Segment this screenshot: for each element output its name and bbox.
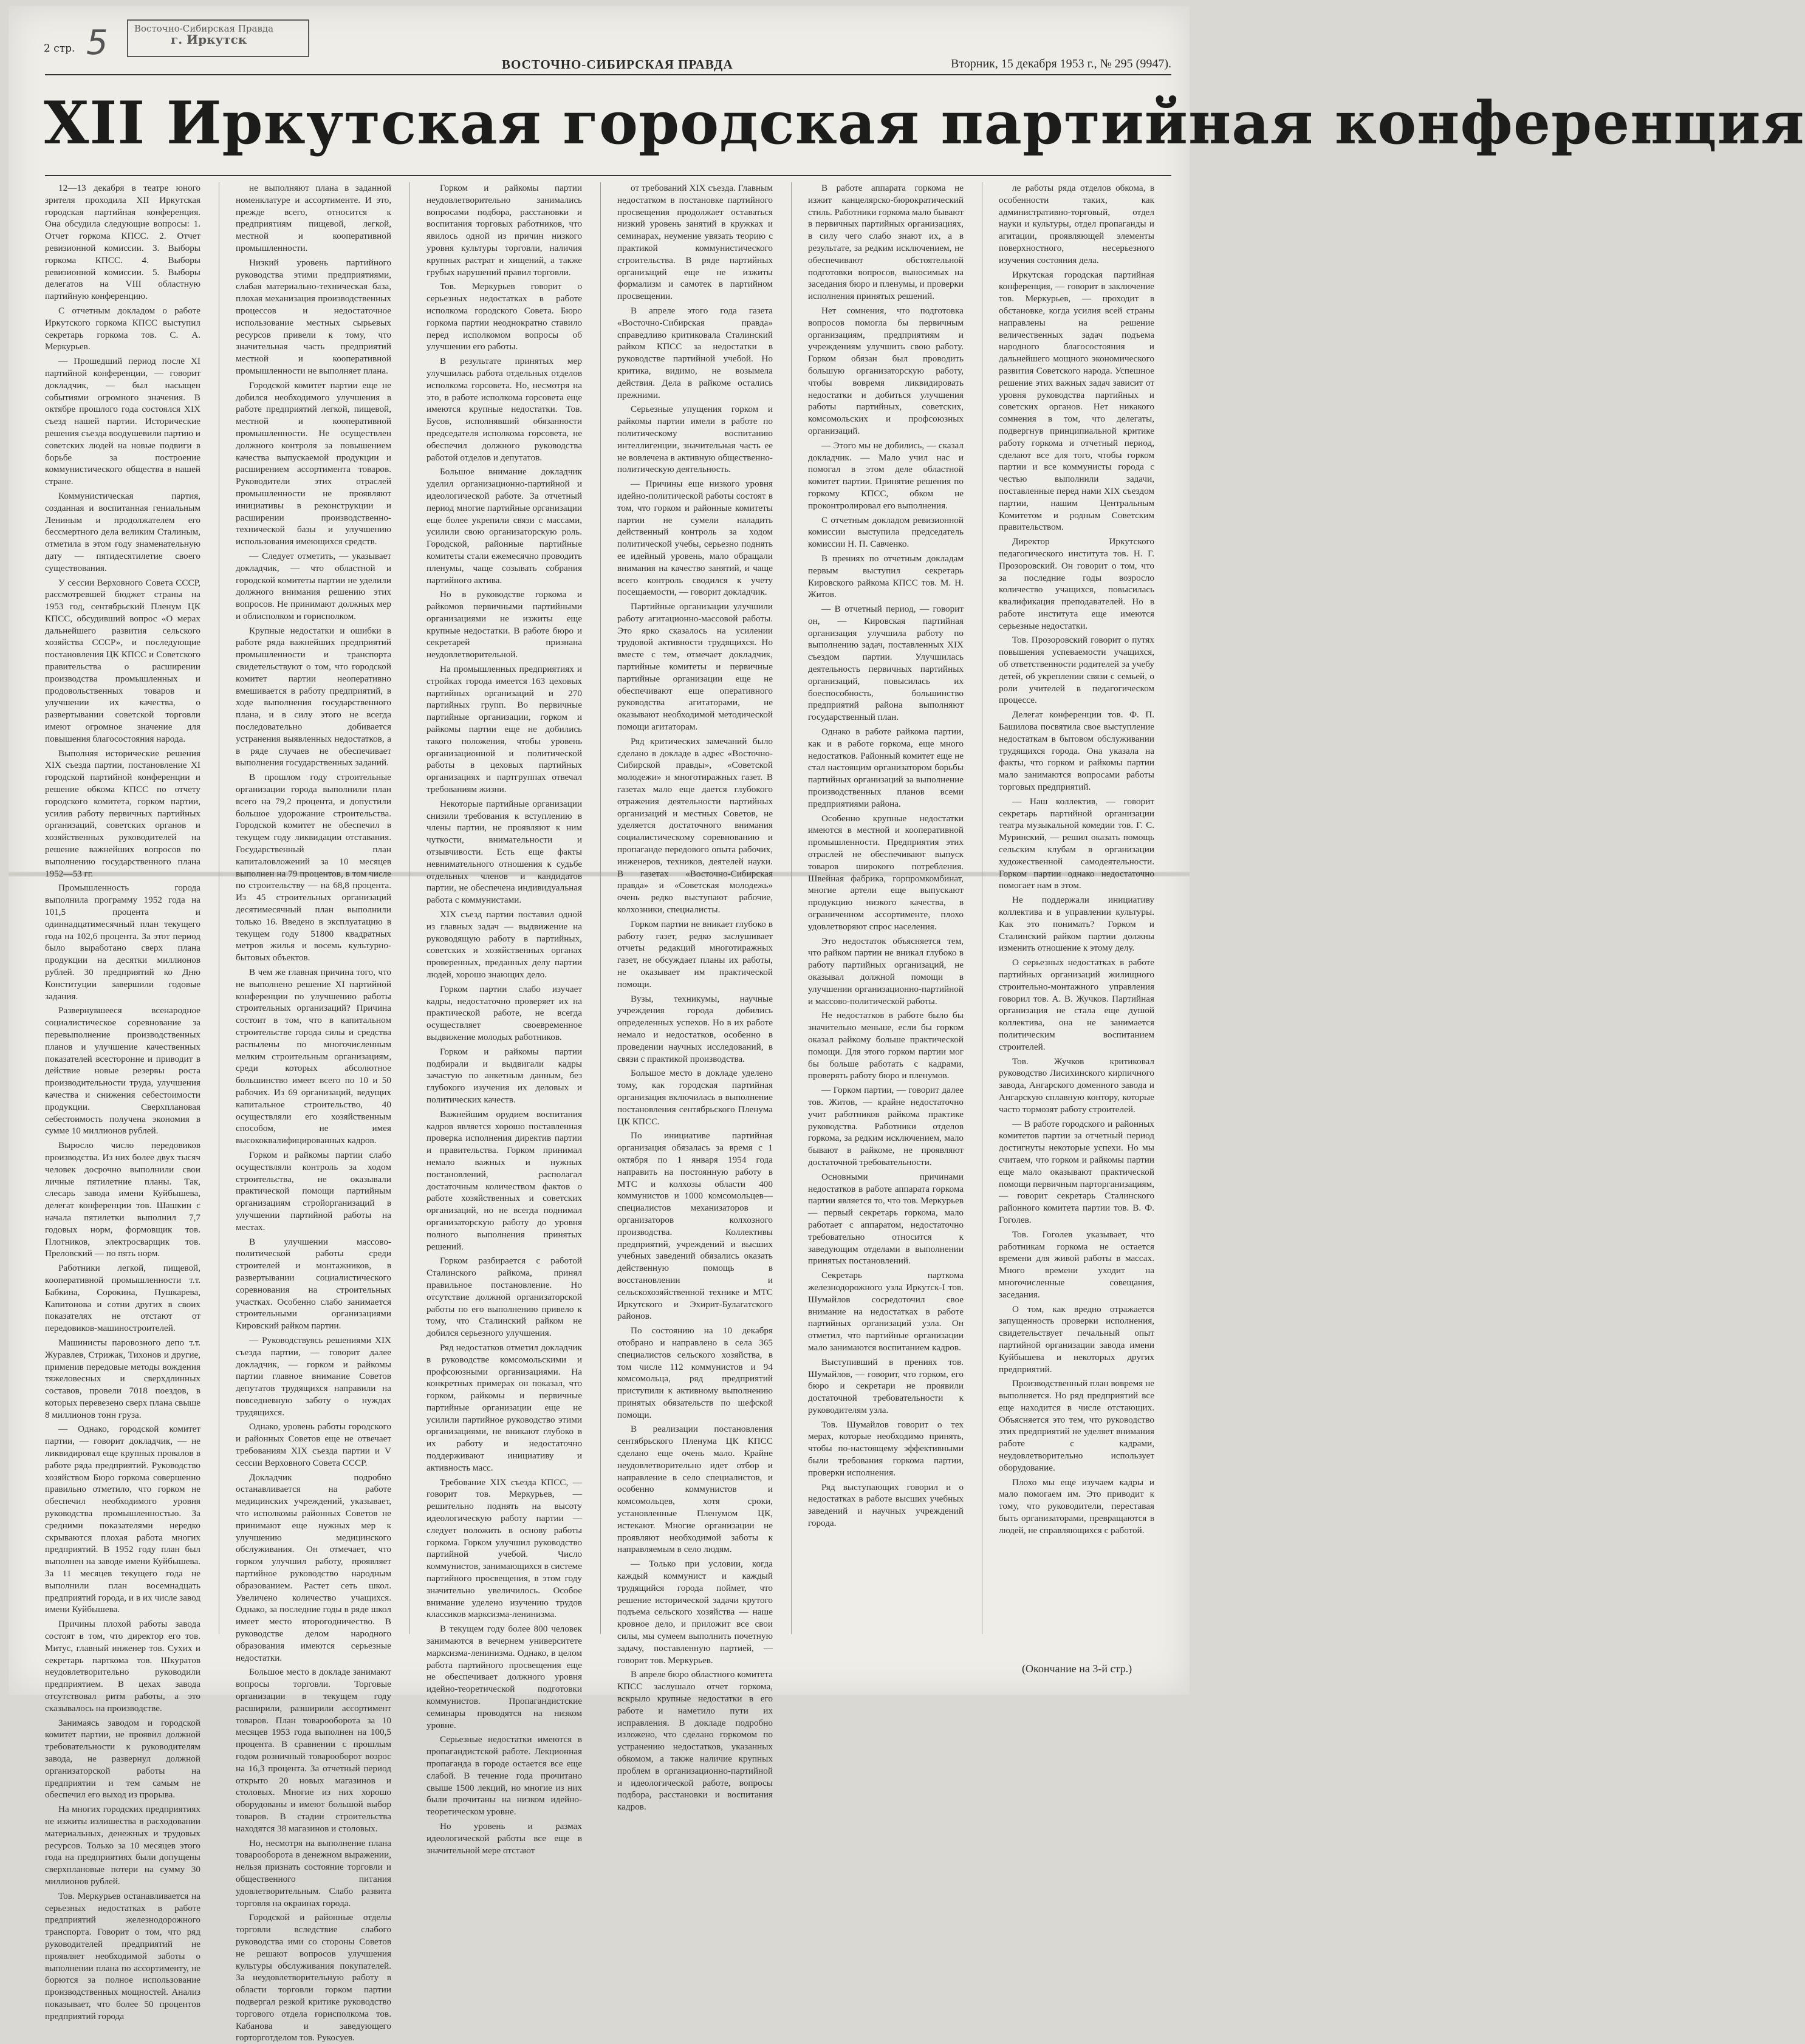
paragraph: Основными причинами недостатков в работе аппарата горкома партии является то, что тов. Меркурьев — первый секретарь горкома, мало работает с аппаратом, недостаточно требовательно относится к заведующим отделами в выполнении принятых постановлений. — [808, 1171, 964, 1266]
headline: XII Иркутская городская партийная конференция — [44, 89, 1805, 157]
text-column-1 — [45, 182, 200, 2022]
paragraph: Выполняя исторические решения XIX съезда партии, постановление XI городской партийной конференции и решение обкома КПСС по отчету городского комитета, горком партии, усилив работу первичных партийных организаций, советских органов и хозяйственных руководителей на решение важнейших вопросов по выполнению государственного плана 1952—53 гг. — [45, 748, 200, 879]
paragraph: — Руководствуясь решениями XIX съезда партии, — говорит далее докладчик, — горком и райкомы партии главное внимание Советов депутатов трудящихся направили на повседневную заботу о нуждах трудящихся. — [236, 1335, 391, 1418]
paragraph: Партийные организации улучшили работу агитационно-массовой работы. Это ярко сказалось на усилении трудовой активности трудящихся. Но вместе с тем, отмечает докладчик, партийные комитеты и первичные партийные организации еще не обеспечивают еще оперативного руководства агитаторами, не оказывают необходимой методической помощи агитаторам. — [617, 601, 773, 733]
paragraph: Производственный план вовремя не выполняется. Но ряд предприятий все еще находится в числе отстающих. Объясняется это тем, что руководство этих предприятий не уделяет внимания работе с кадрами, неудовлетворительно использует оборудование. — [999, 1378, 1154, 1473]
paragraph: Секретарь парткома железнодорожного узла Иркутск-I тов. Шумайлов сосредоточил свое внимание на недостатках в работе партийных организаций узла. Он отметил, что партийные организации мало занимаются воспитанием кадров. — [808, 1270, 964, 1353]
paragraph: С отчетным докладом о работе Иркутского горкома КПСС выступил секретарь горкома тов. С. А. Меркурьев. — [45, 305, 200, 352]
paragraph: Тов. Меркурьев останавливается на серьезных недостатках в работе предприятий железнодорожного транспорта. Говорит о том, что ряд руководителей предприятий не проявляет необходимой заботы о выполнении плана по ассортименту, не борются за полное использование производственных мощностей. Анализ показывает, что более 50 процентов предприятий города — [45, 1890, 200, 2022]
paragraph: Не недостатков в работе было бы значительно меньше, если бы горком оказал райкому больше практической помощи. Для этого горком партии мог бы больше работать с кадрами, проверять работу бюро и пленумов. — [808, 1010, 964, 1081]
paragraph: С отчетным докладом ревизионной комиссии выступила председатель комиссии Н. П. Савченко. — [808, 514, 964, 550]
column-divider — [600, 182, 601, 1634]
paragraph: Важнейшим орудием воспитания кадров является хорошо поставленная проверка исполнения директив партии и правительства. Горком принимал немало важных и нужных постановлений, располагал достаточным количеством фактов о работе хозяйственных и советских организаций, но не всегда поднимал организаторскую работу до уровня полного выполнения принятых решений. — [426, 1109, 582, 1252]
column-divider — [791, 182, 792, 1634]
paragraph: Ряд выступающих говорил и о недостатках в работе высших учебных заведений и научных учреждений города. — [808, 1482, 964, 1529]
paragraph: В улучшении массово-политической работы среди строителей и монтажников, в развертывании социалистического соревнования на строительных участках. Особенно слабо занимается строительными организациями Кировский райком партии. — [236, 1236, 391, 1331]
paragraph: В чем же главная причина того, что не выполнено решение XI партийной конференции по улучшению работы строительных организаций? Причина состоит в том, что в капитальном строительстве города силы и средства распылены по многочисленным мелким строительным организациям, среди которых абсолютное большинство имеет всего по 10 и 50 рабочих. Из 69 организаций, ведущих капитальное строительство, 40 осуществляли его хозяйственным способом, не имея высококвалифицированных кадров. — [236, 967, 391, 1146]
paragraph: В апреле бюро областного комитета КПСС заслушало отчет горкома, вскрыло крупные недостатки в его работе и наметило пути их исправления. В докладе подробно изложено, что сделано горкомом по устранению недостатков, указанных обкомом, а также наличие крупных проблем в организационно-партийной и идеологической работе, вопросы подбора, расстановки и воспитания кадров. — [617, 1669, 773, 1813]
text-column-5 — [808, 182, 964, 1634]
stamp-line: Восточно-Сибирская Правда — [134, 23, 274, 34]
handwritten-mark: 5 — [86, 23, 108, 63]
paragraph: Серьезные упущения горком и райкомы партии имели в работе по политическому воспитанию интеллигенции, значительная часть ее не вовлечена в активную общественно-политическую деятельность. — [617, 404, 773, 475]
continuation-note: (Окончание на 3-й стр.) — [1022, 1663, 1132, 1675]
paragraph: Большое внимание докладчик уделил организационно-партийной и идеологической работе. За отчетный период многие партийные организации еще более укрепили связи с массами, усилили свою организаторскую роль. Городской, районные партийные комитеты стали ежемесячно проводить пленумы, чаще созывать собрания партийного актива. — [426, 467, 582, 586]
paragraph: На промышленных предприятиях и стройках города имеется 163 цеховых партийных организаций и 270 партийных групп. Во первичные партийные организации, горком и райкомы партии еще не добились такого положения, чтобы уровень организационной и политической работы в цеховых партийных организациях и партгруппах отвечал требованиям жизни. — [426, 664, 582, 795]
paragraph: Коммунистическая партия, созданная и воспитанная гениальным Лениным и продолжателем его бессмертного дела великим Сталиным, отметила в этом году знаменательную дату — пятидесятилетие своего существования. — [45, 490, 200, 573]
paragraph: — Следует отметить, — указывает докладчик, — что областной и городской комитеты партии не уделили должного внимания решению этих вопросов. Не принимают должных мер и облисполком и горисполком. — [236, 550, 391, 621]
paragraph: У сессии Верховного Совета СССР, рассмотревшей бюджет страны на 1953 год, сентябрьский Пленум ЦК КПСС, обсудивший вопрос «О мерах дальнейшего развития сельского хозяйства СССР», и последующие постановления ЦК КПСС и Советского правительства о расширении производства промышленных и продовольственных товаров и улучшении их качества, о развертывании советской торговли имеют огромное значение для повышения благосостояния народа. — [45, 577, 200, 744]
paragraph: В результате принятых мер улучшилась работа отдельных отделов исполкома горсовета. Но, несмотря на это, в работе исполкома горсовета еще имеются крупные недостатки. Тов. Бусов, исполнявший обязанности председателя исполкома горсовета, не обеспечил должного руководства работой отделов и депутатов. — [426, 356, 582, 463]
masthead: ВОСТОЧНО-СИБИРСКАЯ ПРАВДА — [502, 57, 733, 72]
paragraph: Но, несмотря на выполнение плана товарооборота в денежном выражении, нельзя признать состояние торговли и общественного питания удовлетворительным. Слабо развита торговля на окраинах города. — [236, 1837, 391, 1909]
paragraph: ле работы ряда отделов обкома, в особенности таких, как административно-торговый, отдел науки и культуры, отдел пропаганды и агитации, проявляющей элементы поверхностного, несерьезного изучения состояния дела. — [999, 183, 1154, 265]
paragraph: Тов. Прозоровский говорит о путях повышения успеваемости учащихся, об ответственности родителей за учебу детей, об укреплении связи с семьей, о роли учителей в педагогическом процессе. — [999, 635, 1154, 706]
paragraph: Но уровень и размах идеологической работы все еще в значительной мере отстают — [426, 1820, 582, 1856]
paragraph: Горком и райкомы партии слабо осуществляли контроль за ходом строительства, не оказывали практической помощи партийным организациям стройорганизаций в улучшении партийной работы на местах. — [236, 1149, 391, 1232]
paragraph: Некоторые партийные организации снизили требования к вступлению в члены партии, не проявляют к ним чуткости, внимательности и отзывчивости. Есть еще факты невнимательного отношения к судьбе отдельных членов и кандидатов партии, не обеспечена индивидуальная работа с коммунистами. — [426, 798, 582, 906]
paragraph: не выполняют плана в заданной номенклатуре и ассортименте. И это, прежде всего, относится к предприятиям пищевой, легкой, местной и кооперативной промышленности. — [236, 183, 391, 253]
paragraph: Однако в работе райкома партии, как и в работе горкома, еще много недостатков. Районный комитет еще не стал настоящим организатором борьбы партийных организаций за выполнение производственных планов всеми предприятиями района. — [808, 726, 964, 809]
paragraph: — Наш коллектив, — говорит секретарь партийной организации театра музыкальной комедии тов. Г. С. Муринский, — решил оказать помощь сельским клубам в организации художественной самодеятельности. Горком партии однако недостаточно помогает нам в этом. — [999, 796, 1154, 891]
paragraph: — Горком партии, — говорит далее тов. Житов, — крайне недостаточно учит работников райкома практике руководства. Работники отделов горкома, за редким исключением, мало бывают в райкоме, не проявляют достаточной требовательности. — [808, 1085, 964, 1167]
paragraph: — В работе городского и районных комитетов партии за отчетный период достигнуты некоторые успехи. Но мы считаем, что горком и райкомы партии еще мало оказывают практической помощи первичным парторганизациям, — говорит секретарь Сталинского районного комитета партии тов. В. Ф. Гоголев. — [999, 1118, 1154, 1225]
paragraph: Крупные недостатки и ошибки в работе ряда важнейших предприятий промышленности и транспорта свидетельствуют о том, что городской комитет партии неоперативно вмешивается в работу предприятий, в ходе выполнения государственного плана, и в силу этого не всегда последовательно добивается устранения выявленных недостатков, а в ряде случаев не обеспечивает выполнения государственных заданий. — [236, 625, 391, 768]
paragraph: Выступивший в прениях тов. Шумайлов, — говорит, что горком, его бюро и секретари не проявили достаточной требовательности к руководителям узла. — [808, 1356, 964, 1415]
paragraph: Причины плохой работы завода состоят в том, что директор его тов. Митус, главный инженер тов. Сухих и секретарь парткома тов. Шкуратов неудовлетворительно руководили предприятием. В цехах завода отсутствовал ритм работы, а это сказывалось на производстве. — [45, 1619, 200, 1714]
paragraph: О том, как вредно отражается запущенность проверки исполнения, свидетельствует печальный опыт партийной организации завода имени Куйбышева и некоторых других предприятий. — [999, 1304, 1154, 1375]
paragraph: Ряд недостатков отметил докладчик в руководстве комсомольскими и профсоюзными организациями. На конкретных примерах он показал, что горком, райкомы и первичные партийные организации еще не усилили партийное руководство этими организациями, не вникают глубоко в их работу и недостаточно поддерживают инициативу и активность масс. — [426, 1342, 582, 1473]
paragraph: Это недостаток объясняется тем, что райком партии не вникал глубоко в работу партийных организаций, не оказывал должной помощи в улучшении организационно-партийной и массово-политической работы. — [808, 935, 964, 1007]
paragraph: Городской и районные отделы торговли вследствие слабого руководства ими со стороны Советов не решают вопросов улучшения культуры обслуживания покупателей. За неудовлетворительную работу в области торговли горком партии подвергал резкой критике руководство торгового отдела горисполкома тов. Кабанова и заведующего горторготделом тов. Рукосуев. — [236, 1912, 391, 2043]
paragraph: Городской комитет партии еще не добился необходимого улучшения в работе предприятий легкой, пищевой, местной и кооперативной промышленности. Не осуществлен должного контроля за повышением качества выпускаемой продукции и расширением ассортимента товаров. Руководители этих отраслей промышленности не проявляют инициативы в реконструкции и расширении производственно-технической базы и улучшению использования имеющихся средств. — [236, 380, 391, 547]
paragraph: Тов. Меркурьев говорит о серьезных недостатках в работе исполкома городского Совета. Бюро горкома партии неоднократно ставило перед исполкомом вопросы об улучшении его работы. — [426, 281, 582, 352]
paragraph: По состоянию на 10 декабря отобрано и направлено в села 365 специалистов сельского хозяйства, в том числе 112 коммунистов и 94 комсомольца, ряд предприятий приступили к активному выполнению принятых обязательств по шефской помощи. — [617, 1325, 773, 1420]
newspaper-page — [9, 6, 1805, 2043]
paragraph: — Причины еще низкого уровня идейно-политической работы состоят в том, что горком и районные комитеты партии не сумели наладить действенный контроль за ходом политической учебы, серьезно поднять ее идейный уровень, мало обращали внимания на качество занятий, и чаще всего контроль сводился к учету посещаемости, — говорит докладчик. — [617, 479, 773, 598]
issue-line: Вторник, 15 декабря 1953 г., № 295 (9947). — [950, 57, 1171, 70]
paragraph: Не поддержали инициативу коллектива и в управлении культуры. Как это понимать? Горком и Сталинский райком партии должны изменить отношение к этому делу. — [999, 895, 1154, 954]
paragraph: Занимаясь заводом и городской комитет партии, не проявил должной требовательности к руководителям завода, не развернул должной организаторской работы на предприятии и тем самым не обеспечил его выход из прорыва. — [45, 1717, 200, 1800]
paragraph: Горком партии слабо изучает кадры, недостаточно проверяет их на практической работе, не всегда осуществляет своевременное выдвижение молодых работников. — [426, 983, 582, 1042]
library-stamp — [127, 19, 309, 57]
paragraph: — Этого мы не добились, — сказал докладчик. — Мало учил нас и помогал в этом деле областной комитет партии. Принятие решения по горкому КПСС, обком не проконтролировал его выполнения. — [808, 440, 964, 511]
paragraph: Горком и райкомы партии подбирали и выдвигали кадры зачастую по анкетным данным, без глубокого изучения их деловых и политических качеств. — [426, 1046, 582, 1105]
paragraph: Серьезные недостатки имеются в пропагандистской работе. Лекционная пропаганда в городе остается все еще слабой. В течение года прочитано свыше 1500 лекций, но многие из них были прочитаны на низком идейно-теоретическом уровне. — [426, 1734, 582, 1817]
paragraph: от требований XIX съезда. Главным недостатком в постановке партийного просвещения продолжает оставаться низкий уровень занятий в кружках и семинарах, неумение увязать теорию с практикой коммунистического строительства. В ряде партийных организаций еще не изжиты формализм и самотек в партийном просвещении. — [617, 183, 773, 302]
text-column-3 — [426, 182, 582, 1856]
paragraph: Тов. Гоголев указывает, что работникам горкома не остается времени для живой работы в массах. Много времени уходит на многочисленные совещания, заседания. — [999, 1229, 1154, 1300]
paragraph: Низкий уровень партийного руководства этими предприятиями, слабая материально-техническая база, плохая механизация производственных процессов и недостаточное использование местных сырьевых ресурсов привели к тому, что значительная часть предприятий местной и кооперативной промышленности не выполняет плана. — [236, 257, 391, 376]
paragraph: На многих городских предприятиях не изжиты излишества в расходовании материальных, денежных и трудовых ресурсов. Только за 10 месяцев этого года на предприятиях были допущены сверхплановые потери на сумму 30 миллионов рублей. — [45, 1804, 200, 1887]
paragraph: Особенно крупные недостатки имеются в местной и кооперативной промышленности. Предприятия этих отраслей не обеспечивают выпуск товаров широкого потребления. Швейная фабрика, горпромкомбинат, многие артели еще выпускают продукцию низкого качества, в ограниченном ассортименте, плохо удовлетворяют спрос населения. — [808, 813, 964, 932]
paragraph: В реализации постановления сентябрьского Пленума ЦК КПСС сделано еще очень мало. Крайне неудовлетворительно идет отбор и направление в село специалистов, и особенно коммунистов и комсомольцев, хотя сроки, установленные Пленумом ЦК, истекают. Многие организации не проявляют необходимой заботы к направляемым в село людям. — [617, 1424, 773, 1555]
paragraph: Горком партии не вникает глубоко в работу газет, редко заслушивает отчеты редакций многотиражных газет, не обсуждает планы их работы, не оказывает им практической помощи. — [617, 918, 773, 990]
paragraph: Ряд критических замечаний было сделано в докладе в адрес «Восточно-Сибирской правды», «Советской молодежи» и многотиражных газет. В газетах мало еще дается глубокого отражения деятельности партийных организаций и местных Советов, не уделяется достаточного внимания социалистическому соревнованию и пропаганде передового опыта рабочих, инженеров, техников, деятелей науки. В газетах «Восточно-Сибирская правда» и «Советская молодежь» очень редко выступают рабочие, колхозники, специалисты. — [617, 736, 773, 915]
page-number: 2 стр. — [44, 43, 75, 55]
paragraph: Однако, уровень работы городского и районных Советов еще не отвечает требованиям XIX съезда партии и V сессии Верховного Совета СССР. — [236, 1421, 391, 1468]
paragraph: Горком разбирается с работой Сталинского райкома, принял правильное постановление. Но отсутствие должной организаторской работы по его выполнению привело к тому, что Сталинский райком не добился серьезного улучшения. — [426, 1256, 582, 1339]
paragraph: — В отчетный период, — говорит он, — Кировская партийная организация улучшила работу по выполнению задач, поставленных XIX съездом партии. Улучшилась деятельность первичных партийных организаций, повысилась их боеспособность, большинство предприятий района выполняют государственный план. — [808, 604, 964, 723]
paragraph: Машинисты паровозного депо т.т. Журавлев, Стрижак, Тихонов и другие, применив передовые методы вождения тяжеловесных и сверхдлинных составов, провели 7018 поездов, в которых перевезено сверх плана свыше 8 миллионов тонн груза. — [45, 1337, 200, 1420]
paragraph: Директор Иркутского педагогического института тов. Н. Г. Прозоровский. Он говорит о том, что за последние годы возросло количество учащихся, повысилась квалификация преподавателей. Но в работе института еще имеются серьезные недостатки. — [999, 536, 1154, 631]
paragraph: В работе аппарата горкома не изжит канцелярско-бюрократический стиль. Работники горкома мало бывают в первичных партийных организациях, в силу чего слабо знают их, а в результате, за редким исключением, не обеспечивают обстоятельной подготовки вопросов, выносимых на заседания бюро и пленумы, и проверки исполнения принятых решений. — [808, 183, 964, 302]
paragraph: Тов. Шумайлов говорит о тех мерах, которые необходимо принять, чтобы по-настоящему эффективными были требования горкома партии, проверки исполнения. — [808, 1419, 964, 1478]
paragraph: Тов. Жучков критиковал руководство Лисихинского кирпичного завода, Ангарского доменного завода и Ангарскую сплавную контору, которые часто тормозят работу строителей. — [999, 1056, 1154, 1115]
paragraph: Требование XIX съезда КПСС, — говорит тов. Меркурьев, — решительно поднять на высоту идеологическую работу партии — следует положить в основу работы горкома. Горком улучшил руководство партийной учебой. Число коммунистов, занимающихся в системе партийного просвещения, в этом году значительно увеличилось. Особое внимание уделено изучению трудов классиков марксизма-ленинизма. — [426, 1477, 582, 1620]
paragraph: Развернувшееся всенародное социалистическое соревнование за перевыполнение производственных планов и улучшение качественных показателей всесторонне и приводит в действие новые резервы роста производительности труда, улучшения качества и снижения себестоимости продукции. Сверхплановая себестоимость получена экономия в сумме 10 миллионов рублей. — [45, 1005, 200, 1137]
paragraph: Большое место в докладе уделено тому, как городская партийная организация включилась в выполнение постановления сентябрьского Пленума ЦК КПСС. — [617, 1068, 773, 1127]
stamp-city: г. Иркутск — [171, 32, 247, 47]
paragraph: О серьезных недостатках в работе партийных организаций жилищного строительно-монтажного управления говорил тов. А. В. Жучков. Партийная организация не стала еще душой коллектива, она не занимается политическим воспитанием строителей. — [999, 957, 1154, 1052]
paragraph: — Только при условии, когда каждый коммунист и каждый трудящийся города поймет, что решение исторической задачи крутого подъема сельского хозяйства — наше кровное дело, и приложит все свои силы, мы сумеем выполнить почетную задачу, поставленную партией, — говорит тов. Меркурьев. — [617, 1559, 773, 1666]
paragraph: Работники легкой, пищевой, кооперативной промышленности т.т. Бабкина, Сорокина, Пушкарева, Капитонова и сотни других в своих показателях не отстают от передовиков-машиностроителей. — [45, 1263, 200, 1334]
paragraph: В прениях по отчетным докладам первым выступил секретарь Кировского райкома КПСС тов. М. Н. Житов. — [808, 553, 964, 600]
paragraph: В апреле этого года газета «Восточно-Сибирская правда» справедливо критиковала Сталинский райком КПСС за недостатки в руководстве партийной учебой. Но критика, видимо, не возымела действия. Дела в райкоме остались прежними. — [617, 305, 773, 400]
paragraph: Промышленность города выполнила программу 1952 года на 101,5 процента и одиннадцатимесячный план текущего года на 102,6 процента. За этот период было выработано сверх плана продукции на десятки миллионов рублей. 30 предприятий ко Дню Конституции завершили годовые задания. — [45, 883, 200, 1002]
text-column-6 — [999, 182, 1154, 1634]
paragraph: Горком и райкомы партии неудовлетворительно занимались вопросами подбора, расстановки и воспитания торговых работников, что явилось одной из причин низкого уровня культуры торговли, наличия крупных растрат и хищений, а также грубых нарушений правил торговли. — [426, 183, 582, 278]
paragraph: Вузы, техникумы, научные учреждения города добились определенных успехов. Но в их работе немало и недостатков, особенно в проведении научных исследований, в связи с практикой производства. — [617, 993, 773, 1064]
paragraph: XIX съезд партии поставил одной из главных задач — выдвижение на руководящую работу в партийных, советских и хозяйственных органах проверенных, преданных делу партии людей, хорошо знающих дело. — [426, 909, 582, 980]
paragraph: По инициативе партийная организация обязалась за время с 1 октября по 1 января 1954 года направить на постоянную работу в МТС и колхозы области 400 коммунистов и 1000 комсомольцев—специалистов механизаторов и организаторов колхозного производства. Коллективы предприятий, учреждений и высших учебных заведений обязались оказать действенную помощь в восстановлении и сельскохозяйственной технике и МТС Иркутского и Эхирит-Булагатского районов. — [617, 1130, 773, 1322]
paragraph: Выросло число передовиков производства. Из них более двух тысяч человек досрочно выполнили свои личные пятилетние планы. Так, слесарь завода имени Куйбышева, делегат конференции тов. Шашкин с начала пятилетки выполнил 7,7 годовых норм, формовщик тов. Плотников, электросварщик тов. Преловский — по пять норм. — [45, 1140, 200, 1259]
paragraph: 12—13 декабря в театре юного зрителя проходила XII Иркутская городская партийная конференция. Она обсудила следующие вопросы: 1. Отчет горкома КПСС. 2. Отчет ревизионной комиссии. 3. Выборы горкома КПСС. 4. Выборы ревизионной комиссии. 5. Выборы делегатов на VIII областную партийную конференцию. — [45, 183, 200, 302]
text-column-2 — [236, 182, 391, 2043]
paragraph: В текущем году более 800 человек занимаются в вечернем университете марксизма-ленинизма. Однако, в целом работа партийного просвещения еще не обеспечивает должного уровня идейно-теоретической подготовки коммунистов. Пропагандистские семинары проводятся на низком уровне. — [426, 1624, 582, 1731]
paragraph: — Прошедший период после XI партийной конференции, — говорит докладчик, — был насыщен событиями огромного значения. В октябре прошлого года состоялся XIX съезд нашей партии. Исторические решения съезда воодушевили партию и советских людей на новые подвиги в борьбе за построение коммунистического общества в нашей стране. — [45, 356, 200, 487]
paragraph: Делегат конференции тов. Ф. П. Башилова посвятила свое выступление недостаткам в бытовом обслуживании трудящихся города. Она указала на факты, что горком и райкомы партии мало занимаются вопросами работы торговых предприятий. — [999, 709, 1154, 793]
paragraph: Нет сомнения, что подготовка вопросов помогла бы первичным организациям, предприятиям и учреждениям улучшить свою работу. Горком обязан был проводить большую организаторскую работу, чтобы вовремя ликвидировать недостатки и добиться улучшения работы партийных, советских, комсомольских и профсоюзных организаций. — [808, 305, 964, 436]
paragraph: Но в руководстве горкома и райкомов первичными партийными организациями не изжиты еще крупные недостатки. В работе бюро и секретарей признана неудовлетворительной. — [426, 589, 582, 660]
top-rule — [45, 74, 1171, 75]
headline-rule — [45, 175, 1171, 176]
text-column-4 — [617, 182, 773, 1813]
paragraph: Большое место в докладе занимают вопросы торговли. Торговые организации в текущем году расширили, разширили ассортимент товаров. План товарооборота за 10 месяцев 1953 года выполнен на 100,5 процента. В сравнении с прошлым годом розничный товарооборот возрос на 16,3 процента. За отчетный период открыто 20 новых магазинов и столовых. Многие из них хорошо оборудованы и имеют большой выбор товаров. В стадии строительства находятся 38 магазинов и столовых. — [236, 1667, 391, 1834]
paragraph: В прошлом году строительные организации города выполнили план всего на 79,2 процента, и допустили большое удорожание строительства. Городской комитет не обеспечил в текущем году ликвидации отставания. Государственный план капиталовложений за 10 месяцев выполнен на 79 процентов, в том числе по строительству — на 68,8 процента. Из 45 строительных организаций десятимесячный план выполнили только 16. Введено в эксплуатацию в текущем году 51800 квадратных метров жилья и восемь культурно-бытовых объектов. — [236, 772, 391, 963]
paragraph: Докладчик подробно останавливается на работе медицинских учреждений, указывает, что исполкомы районных Советов не принимают еще нужных мер к улучшению медицинского обслуживания. Он отмечает, что горком улучшил работу, проявляет партийное руководство народным образованием. Растет сеть школ. Увеличено количество учащихся. Однако, за последние годы в ряде школ имеет место второгодничество. В руководстве делом народного образования имеются серьезные недостатки. — [236, 1472, 391, 1663]
paragraph: Иркутская городская партийная конференция, — говорит в заключение тов. Меркурьев, — проходит в обстановке, когда усилия всей страны направлены на решение величественных задач подъема народного благосостояния и дальнейшего мощного экономического развития Советского народа. Успешное решение этих важных задач зависит от уровня руководства партийных и советских органов. Нет никакого сомнения в том, что делегаты, подвергнув принципиальной критике работу горкома и отчетный период, сделают все для того, чтобы горком партии и все коммунисты города с честью выполнили задачи, поставленные перед нами XIX съездом партии, нашим Центральным Комитетом и родным Советским правительством. — [999, 269, 1154, 533]
paragraph: — Однако, городской комитет партии, — говорит докладчик, — не ликвидировал еще крупных провалов в работе ряда предприятий. Руководство хозяйством Бюро горкома совершенно правильно отметило, что горком не обеспечил необходимого уровня руководства промышленностью. За средними показателями нередко скрываются плохая работа многих предприятий. В 1952 году план был выполнен на заводе имени Куйбышева. За 11 месяцев текущего года не выполнили план восемнадцать предприятий города, и в их числе завод имени Куйбышева. — [45, 1424, 200, 1615]
column-divider — [409, 182, 410, 1634]
paragraph: Плохо мы еще изучаем кадры и мало помогаем им. Это приводит к тому, что руководители, переставая быть организаторами, превращаются в людей, не справляющихся с работой. — [999, 1477, 1154, 1536]
